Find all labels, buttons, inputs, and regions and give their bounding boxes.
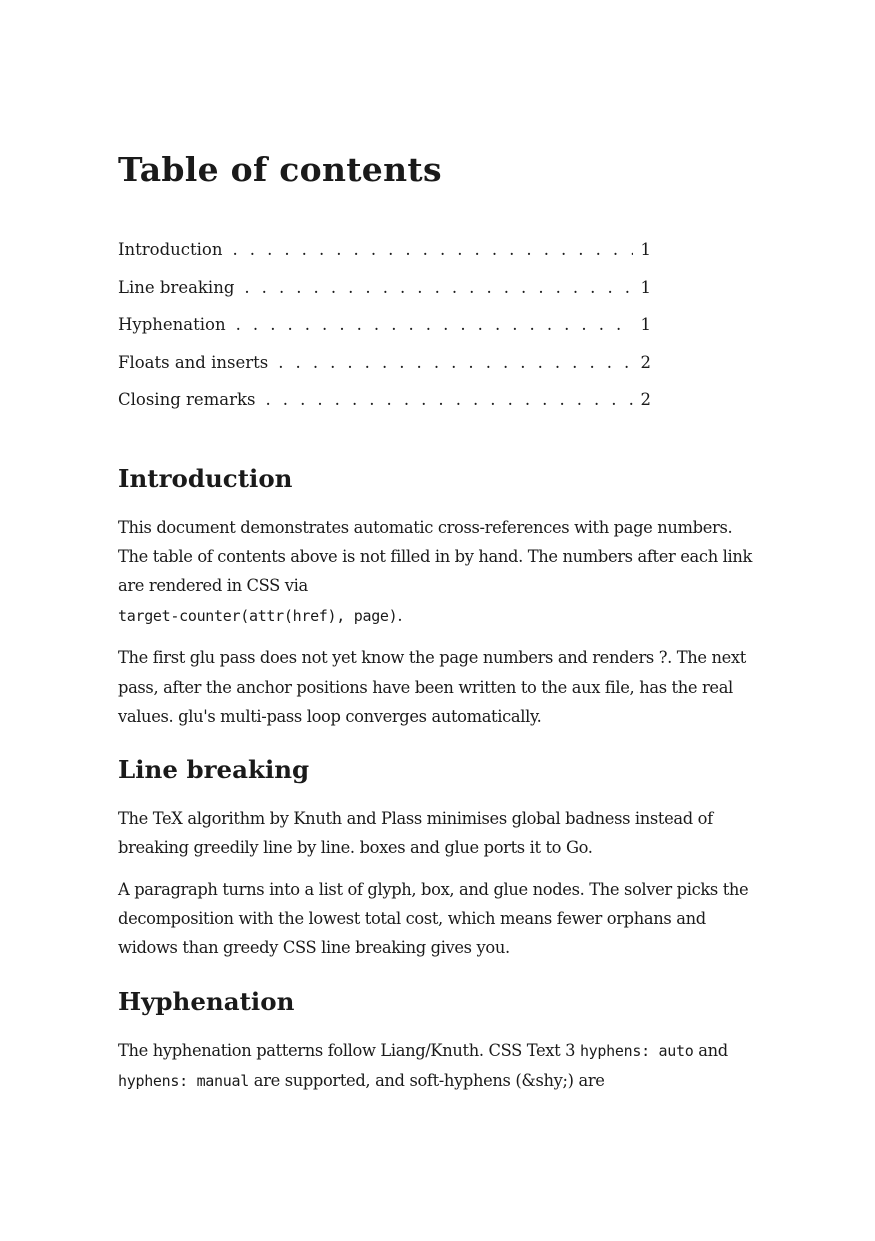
paragraph-text: . (397, 605, 403, 625)
toc-entry-floats-and-inserts[interactable] (118, 353, 651, 391)
paragraph: The TeX algorithm by Knuth and Plass minimises global badness instead of breaking greedily line by line. boxes and glue ports it to Go. (118, 809, 713, 858)
section-heading: Hyphenation (118, 987, 295, 1016)
toc-entry-label[interactable]: Closing remarks (118, 390, 256, 409)
toc-entry-introduction[interactable] (118, 240, 651, 278)
paragraph: The first glu pass does not yet know the page numbers and renders ?. The next pass, after the anchor positions have been written to the aux file, has the real values. glu's multi-pass loop converges automatically. (118, 648, 746, 726)
paragraph-text: The hyphenation patterns follow Liang/Knuth. CSS Text 3 (118, 1041, 576, 1060)
paragraph (118, 1036, 758, 1096)
toc-entry-closing-remarks[interactable] (118, 390, 651, 428)
paragraph-text: and (698, 1041, 728, 1060)
toc-entry-hyphenation[interactable] (118, 315, 651, 353)
toc-page-number: 2 (640, 390, 651, 409)
toc-entry-label[interactable]: Hyphenation (118, 315, 226, 334)
section-hyphenation (118, 987, 758, 1096)
section-heading: Line breaking (118, 755, 310, 784)
toc-entry-label[interactable]: Floats and inserts (118, 352, 269, 372)
toc-page-number: 1 (640, 315, 651, 334)
toc-page-number: 2 (640, 352, 651, 372)
inline-code: target-counter(attr(href), page) (118, 606, 398, 625)
toc-dot-leader (244, 278, 632, 297)
section-heading: Introduction (118, 464, 293, 493)
inline-code: hyphens: manual (118, 1072, 249, 1091)
toc-page-number: 1 (640, 240, 651, 259)
toc-title: Table of contents (118, 150, 442, 189)
paragraph (118, 513, 758, 631)
section-introduction (118, 464, 758, 731)
table-of-contents (118, 240, 651, 428)
toc-entry-label[interactable]: Line breaking (118, 277, 235, 297)
paragraph-text: This document demonstrates automatic cross-references with page numbers. The table of contents above is not filled in by hand. The numbers after each link are rendered in CSS via (118, 518, 753, 596)
toc-entry-label[interactable]: Introduction (118, 240, 223, 259)
paragraph-text: are supported, and soft-hyphens (&shy;) are (253, 1071, 605, 1091)
toc-dot-leader (266, 390, 633, 409)
paragraph: A paragraph turns into a list of glyph, box, and glue nodes. The solver picks the decomposition with the lowest total cost, which means fewer orphans and widows than greedy CSS line breaking gives you. (118, 879, 749, 958)
toc-dot-leader (236, 315, 633, 334)
toc-page-number: 1 (640, 277, 651, 297)
toc-entry-line-breaking[interactable] (118, 278, 651, 316)
toc-dot-leader (233, 240, 633, 259)
toc-dot-leader (278, 353, 632, 372)
inline-code: hyphens: auto (579, 1042, 694, 1060)
section-line-breaking (118, 755, 758, 963)
